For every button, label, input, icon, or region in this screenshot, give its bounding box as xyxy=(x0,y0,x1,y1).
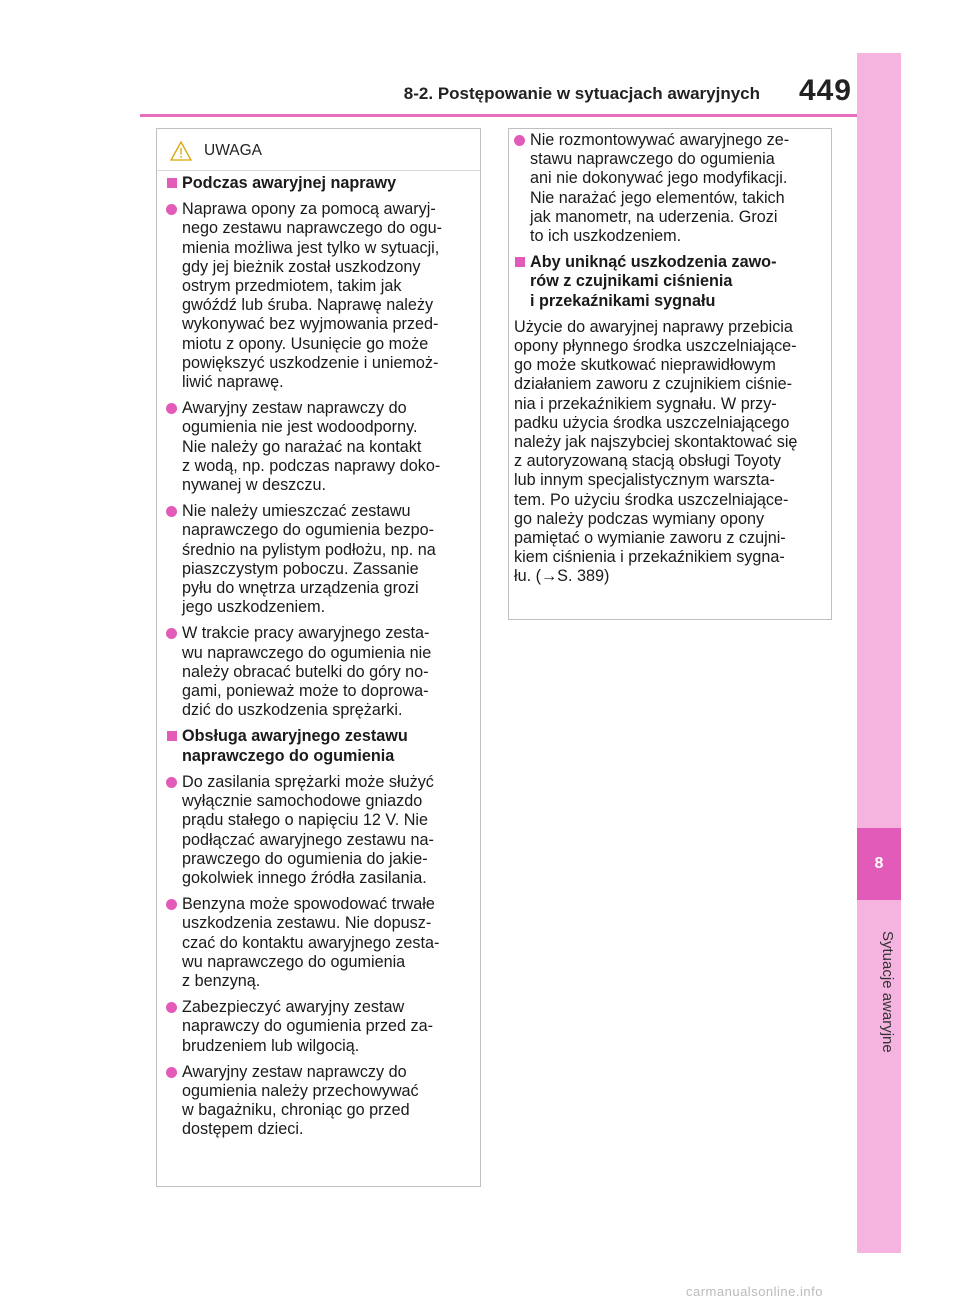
bullet-dot-icon xyxy=(166,403,177,414)
bullet-item xyxy=(166,895,476,991)
warning-triangle-icon xyxy=(170,141,192,161)
bullet-item xyxy=(166,200,476,392)
watermark: carmanualsonline.info xyxy=(686,1284,823,1299)
section-title: 8-2. Postępowanie w sytuacjach awaryjnych xyxy=(403,84,760,103)
paragraph-text: Awaryjny zestaw naprawczy do ogumienia należy przechowywać w bagażniku, chroniąc go przed dostępem dzieci. xyxy=(182,1062,419,1139)
paragraph-text: Benzyna może spowodować trwałe uszkodzenia zestawu. Nie dopusz- czać do kontaktu awaryjnego zesta- wu naprawczego do ogumienia z benzyną. xyxy=(182,895,440,990)
warning-heading: UWAGA xyxy=(204,142,262,159)
heading-square-icon xyxy=(515,257,525,267)
paragraph-text: Naprawa opony za pomocą awaryj- nego zestawu naprawczego do ogu- mienia możliwa jest tylko w sytuacji, gdy jej bieżnik został uszkodzony ostrym przedmiotem, takim jak gwóźdź lub śruba. Naprawę należy wykonywać bez wyjmowania przed- miotu z opony. Usunięcie go może powiększyć uszkodzenie i uniemoż- liwić naprawę. xyxy=(182,200,443,392)
paragraph-text: W trakcie pracy awaryjnego zesta- wu naprawczego do ogumienia nie należy obracać butelki do góry no- gami, ponieważ może to doprowa- dzić do uszkodzenia sprężarki. xyxy=(182,624,432,720)
bullet-item xyxy=(166,998,476,1056)
header-divider xyxy=(140,114,857,117)
bullet-dot-icon xyxy=(166,899,177,910)
subsection-heading xyxy=(166,727,476,765)
warning-divider xyxy=(157,170,480,171)
chapter-side-tab xyxy=(857,53,901,1253)
paragraph-text: Do zasilania sprężarki może służyć wyłącznie samochodowe gniazdo prądu stałego o napięciu 12 V. Nie podłączać awaryjnego zestawu na- prawczego do ogumienia do jakie- gokolwiek innego źródła zasilania. xyxy=(182,772,434,887)
paragraph-text: Podczas awaryjnej naprawy xyxy=(182,174,397,192)
bullet-item xyxy=(166,399,476,495)
paragraph-text: Obsługa awaryjnego zestawu naprawczego do ogumienia xyxy=(182,727,408,765)
heading-square-icon xyxy=(167,731,177,741)
heading-square-icon xyxy=(167,178,177,188)
paragraph-text: Użycie do awaryjnej naprawy przebicia opony płynnego środka uszczelniające- go może skutkować nieprawidłowym działaniem zaworu z czujnikiem ciśnie- nia i przekaźnikiem sygnału. W przy- padku użycia środka uszczelniającego należy jak najszybciej skontaktować się z autoryzowaną stacją obsługi Toyoty lub innym specjalistycznym warszta- tem. Po użyciu środka uszczelniające- go należy podczas wymiany opony pamiętać o wymianie zaworu z czujni- kiem ciśnienia i przekaźnikiem sygna- łu. (→S. 389) xyxy=(514,317,798,586)
paragraph-text: Nie rozmontowywać awaryjnego ze- stawu naprawczego do ogumienia ani nie dokonywać jego modyfikacji. Nie narażać jego elementów, takich jak manometr, na uderzenia. Grozi to ich uszkodzeniem. xyxy=(530,131,790,246)
right-column xyxy=(514,131,828,594)
body-paragraph xyxy=(514,318,828,587)
bullet-dot-icon xyxy=(166,204,177,215)
subsection-heading xyxy=(514,253,828,311)
paragraph-text: Awaryjny zestaw naprawczy do ogumienia nie jest wodoodporny. Nie należy go narażać na kontakt z wodą, np. podczas naprawy doko- nywanej w deszczu. xyxy=(182,399,441,495)
paragraph-text: Aby uniknąć uszkodzenia zawo- rów z czujnikami ciśnienia i przekaźnikami sygnału xyxy=(530,253,777,310)
chapter-label: Sytuacje awaryjne xyxy=(879,931,896,1053)
bullet-item xyxy=(514,131,828,246)
page-number: 449 xyxy=(798,74,852,107)
bullet-dot-icon xyxy=(514,135,525,146)
bullet-dot-icon xyxy=(166,1002,177,1013)
bullet-dot-icon xyxy=(166,777,177,788)
bullet-dot-icon xyxy=(166,628,177,639)
bullet-item xyxy=(166,773,476,888)
paragraph-text: Zabezpieczyć awaryjny zestaw naprawczy do ogumienia przed za- brudzeniem lub wilgocią. xyxy=(182,998,434,1055)
left-column xyxy=(166,174,476,1147)
chapter-number-tab[interactable]: 8 xyxy=(857,828,901,900)
warning-header xyxy=(170,140,262,162)
bullet-dot-icon xyxy=(166,1067,177,1078)
subsection-heading xyxy=(166,174,476,193)
bullet-item xyxy=(166,1063,476,1140)
paragraph-text: Nie należy umieszczać zestawu naprawczego do ogumienia bezpo- średnio na pylistym podłożu, np. na piaszczystym poboczu. Zassanie pyłu do wnętrza urządzenia grozi jego uszkodzeniem. xyxy=(182,502,436,617)
bullet-dot-icon xyxy=(166,506,177,517)
bullet-item xyxy=(166,502,476,617)
bullet-item xyxy=(166,624,476,720)
